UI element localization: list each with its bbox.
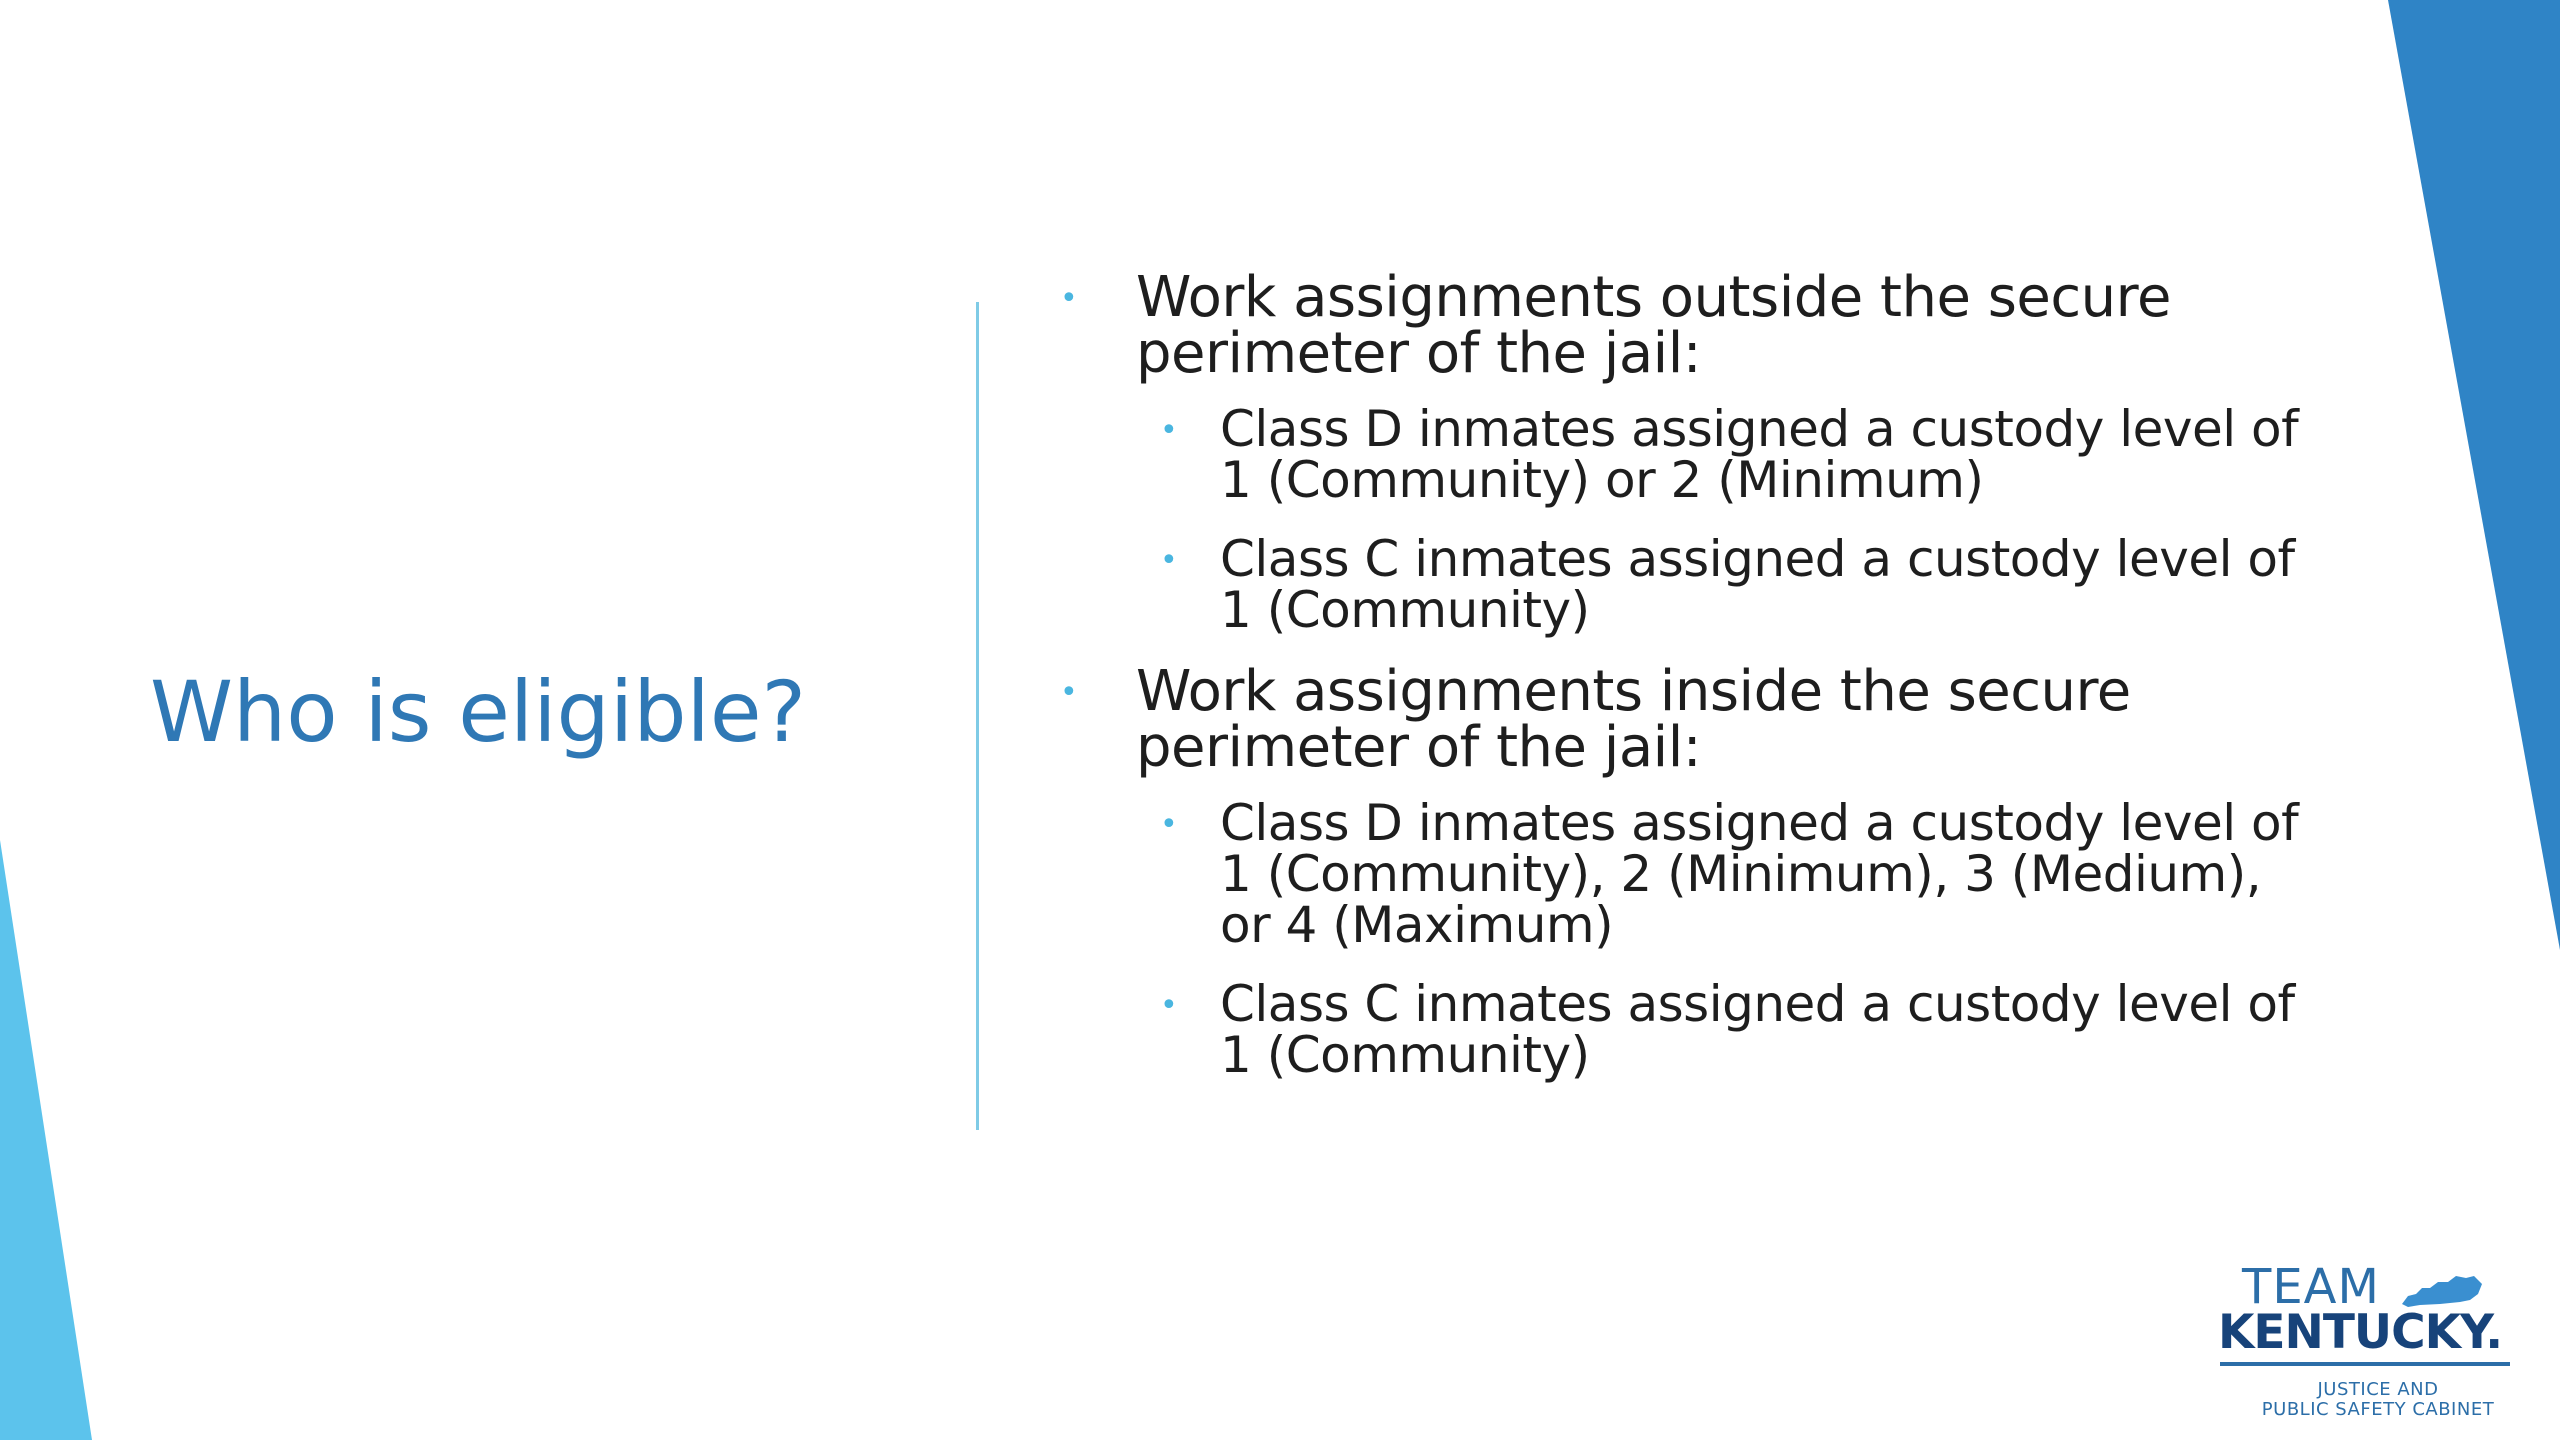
slide-title: Who is eligible? — [150, 663, 807, 761]
sub-bullet-item — [1060, 975, 2380, 1084]
sub-bullet-item — [1060, 530, 2380, 639]
bullet-dot-icon: • — [1160, 807, 1178, 842]
right-accent-band — [2388, 0, 2560, 950]
left-accent-band — [0, 840, 92, 1440]
sub-bullet-text: Class C inmates assigned a custody level of 1 (Community) — [1220, 530, 2295, 639]
bullet-list — [1060, 265, 2380, 1084]
bullet-dot-icon: • — [1060, 675, 1078, 710]
sub-bullet-text: Class C inmates assigned a custody level of 1 (Community) — [1220, 975, 2295, 1084]
logo-subtitle-line2: PUBLIC SAFETY CABINET — [2261, 1399, 2495, 1420]
bullet-text: Work assignments outside the secure perimeter of the jail: — [1136, 265, 2171, 386]
bullet-dot-icon: • — [1160, 988, 1178, 1023]
logo-team-text: TEAM — [2242, 1259, 2380, 1315]
logo-kentucky-text: KENTUCKY. — [2218, 1305, 2503, 1360]
bullet-item — [1060, 265, 2380, 386]
sub-bullet-item — [1060, 400, 2380, 509]
team-kentucky-logo — [2218, 1259, 2518, 1422]
bullet-dot-icon: • — [1160, 413, 1178, 448]
sub-bullet-text: Class D inmates assigned a custody level of 1 (Community) or 2 (Minimum) — [1220, 400, 2299, 509]
sub-bullet-item — [1060, 794, 2380, 954]
logo-subtitle-line1: JUSTICE AND — [2317, 1379, 2439, 1400]
bullet-dot-icon: • — [1160, 543, 1178, 578]
bullet-item — [1060, 659, 2380, 780]
bullet-text: Work assignments inside the secure perimeter of the jail: — [1136, 659, 2131, 780]
sub-bullet-text: Class D inmates assigned a custody level of 1 (Community), 2 (Minimum), 3 (Medium), or 4 (Maximum) — [1220, 794, 2299, 954]
bullet-dot-icon: • — [1060, 281, 1078, 316]
vertical-divider — [976, 302, 979, 1130]
logo-divider — [2220, 1362, 2510, 1366]
